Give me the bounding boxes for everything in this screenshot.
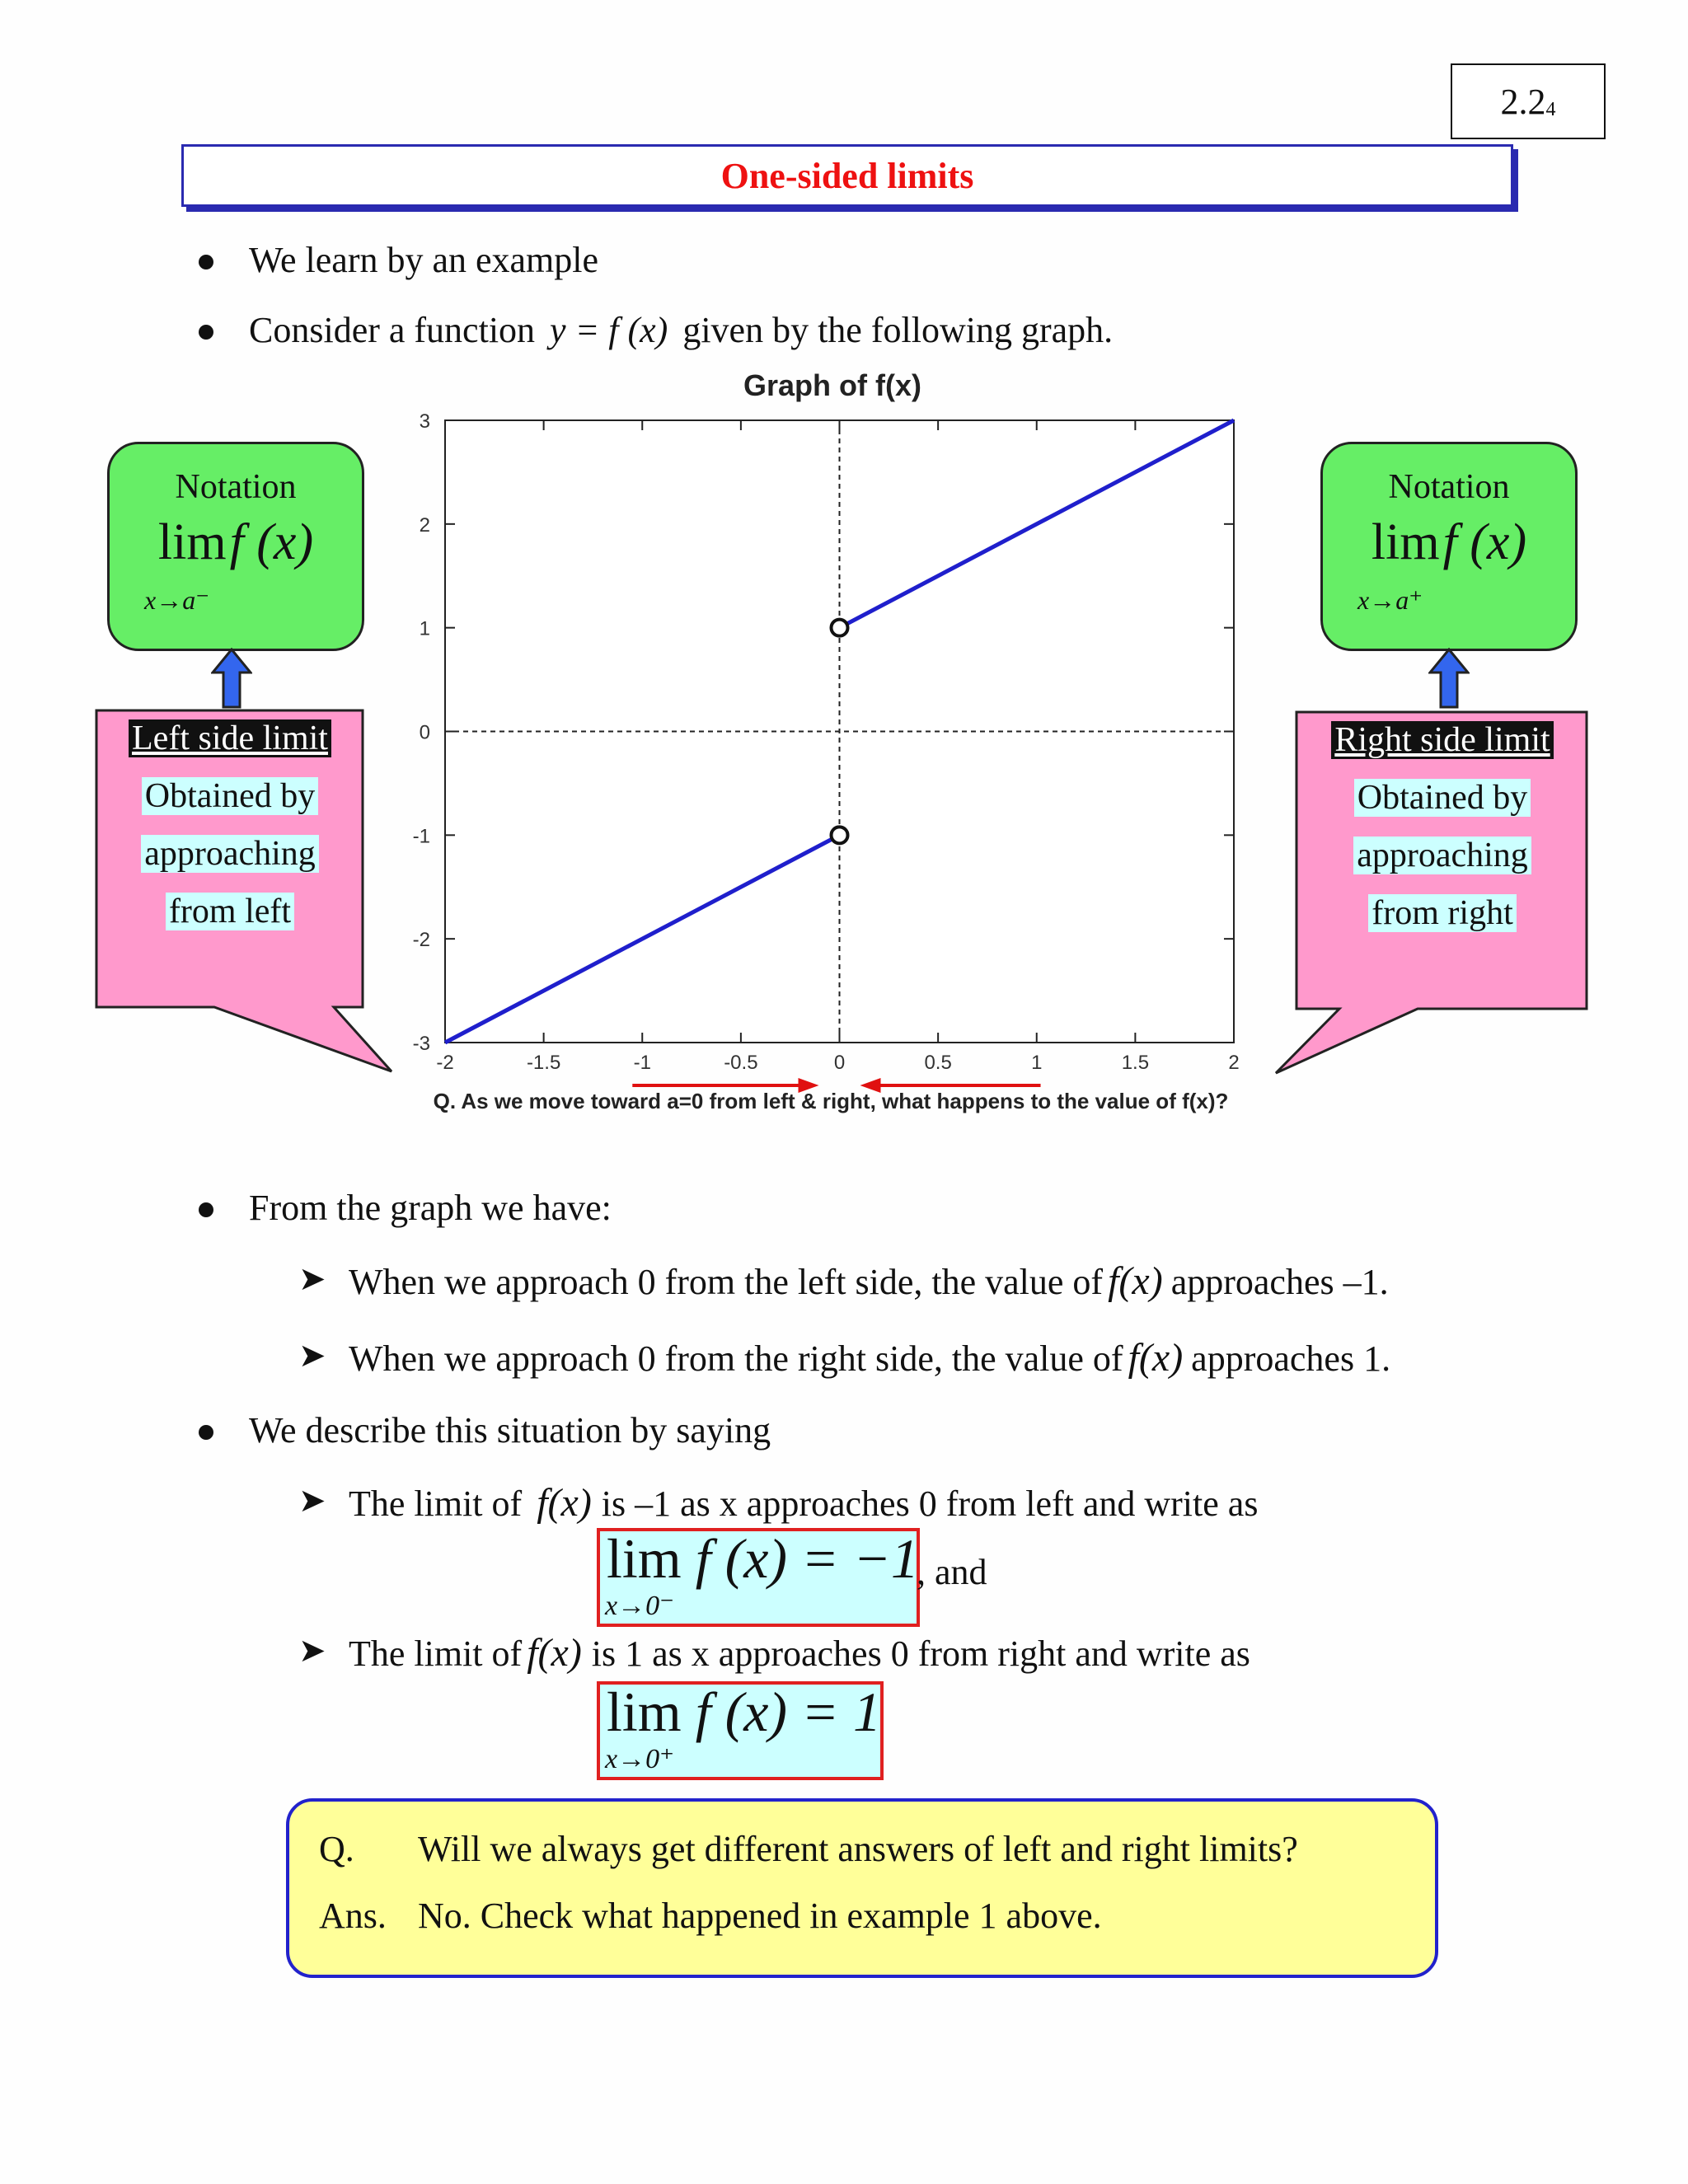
y-tick-label: 1 bbox=[419, 617, 430, 640]
right-notation-formula bbox=[1323, 513, 1575, 572]
sub-bullet-2-post: approaches 1. bbox=[1191, 1338, 1391, 1379]
bullet-icon bbox=[199, 1202, 213, 1217]
right-callout-line-1: Obtained by bbox=[1354, 779, 1531, 817]
limit-left-formula bbox=[607, 1526, 919, 1591]
x-tick-label: -0.5 bbox=[724, 1052, 758, 1074]
qa-answer-text: No. Check what happened in example 1 above. bbox=[418, 1896, 1102, 1936]
limit-right-sub: x→0⁺ bbox=[605, 1744, 675, 1774]
qa-question-label: Q. bbox=[319, 1829, 354, 1869]
chart-caption: Q. As we move toward a=0 from left & right, what happens to the value of f(x)? bbox=[433, 1089, 1229, 1113]
arrow-bullet-icon: ➤ bbox=[298, 1337, 326, 1374]
page-number-sub: 4 bbox=[1545, 98, 1556, 120]
page-title: One-sided limits bbox=[181, 144, 1513, 207]
open-point bbox=[832, 827, 848, 843]
limit-left-expr: f (x) = −1 bbox=[695, 1527, 919, 1590]
sub-bullet-4-post: is 1 as x approaches 0 from right and write as bbox=[591, 1633, 1250, 1674]
x-tick-label: 1.5 bbox=[1121, 1052, 1150, 1074]
limit-right-box bbox=[597, 1681, 884, 1780]
sub-bullet-2-pre: When we approach 0 from the right side, the value of bbox=[349, 1338, 1123, 1379]
right-up-arrow-icon bbox=[1428, 648, 1470, 709]
left-callout-heading: Left side limit bbox=[129, 719, 331, 757]
arrow-bullet-icon: ➤ bbox=[298, 1632, 326, 1669]
right-callout bbox=[1298, 720, 1587, 933]
and-text: , and bbox=[917, 1552, 987, 1592]
bullet-icon bbox=[199, 255, 213, 269]
bullet-icon bbox=[199, 1425, 213, 1440]
bullet-2-formula: y = f (x) bbox=[550, 310, 668, 350]
qa-box bbox=[286, 1798, 1438, 1978]
right-callout-line-2: approaching bbox=[1353, 837, 1531, 874]
left-callout-line-3: from left bbox=[166, 893, 294, 930]
graph-of-fx bbox=[363, 363, 1311, 1121]
y-tick-label: -3 bbox=[412, 1033, 430, 1055]
right-notation-box bbox=[1320, 442, 1578, 651]
left-notation-box bbox=[107, 442, 364, 651]
y-tick-label: 0 bbox=[419, 721, 430, 744]
sub-bullet-4-pre: The limit of bbox=[349, 1633, 523, 1674]
y-tick-label: -2 bbox=[412, 929, 430, 952]
x-tick-label: 0 bbox=[833, 1052, 846, 1074]
left-callout bbox=[97, 719, 363, 931]
right-notation-lim: lim bbox=[1371, 514, 1440, 570]
bullet-1 bbox=[249, 239, 598, 281]
sub-bullet-2 bbox=[349, 1335, 1390, 1380]
qa-answer-label: Ans. bbox=[319, 1896, 387, 1936]
left-notation-title: Notation bbox=[175, 468, 297, 506]
bullet-2 bbox=[249, 309, 1113, 351]
arrow-bullet-icon: ➤ bbox=[298, 1482, 326, 1519]
sub-bullet-1-post: approaches –1. bbox=[1170, 1262, 1389, 1302]
right-notation-sub: x→a⁺ bbox=[1357, 585, 1423, 615]
sub-bullet-1 bbox=[349, 1258, 1389, 1304]
limit-left-lim: lim bbox=[607, 1527, 682, 1590]
limit-left-box bbox=[597, 1528, 920, 1627]
limit-right-expr: f (x) = 1 bbox=[695, 1680, 881, 1743]
right-notation-fx: f (x) bbox=[1442, 514, 1527, 570]
left-up-arrow-icon bbox=[211, 648, 252, 709]
x-tick-label: 2 bbox=[1228, 1052, 1240, 1074]
arrow-bullet-icon: ➤ bbox=[298, 1260, 326, 1297]
bullet-3-text: From the graph we have: bbox=[249, 1188, 612, 1228]
x-tick-label: 0.5 bbox=[924, 1052, 952, 1074]
sub-bullet-2-fx: f(x) bbox=[1128, 1336, 1184, 1380]
qa-question-text: Will we always get different answers of left and right limits? bbox=[418, 1829, 1298, 1869]
left-callout-line-2: approaching bbox=[141, 835, 319, 873]
left-callout-line-1: Obtained by bbox=[142, 777, 318, 815]
sub-bullet-3-fx: f(x) bbox=[537, 1481, 592, 1525]
left-notation-fx: f (x) bbox=[229, 514, 314, 570]
y-tick-label: 2 bbox=[419, 513, 430, 537]
y-tick-label: 3 bbox=[419, 410, 430, 433]
limit-right-lim: lim bbox=[607, 1680, 682, 1743]
page-number bbox=[1451, 63, 1606, 139]
bullet-2-prefix: Consider a function bbox=[249, 310, 536, 350]
left-notation-lim: lim bbox=[157, 514, 227, 570]
y-tick-label: -1 bbox=[412, 825, 430, 848]
sub-bullet-3 bbox=[349, 1480, 1258, 1526]
bullet-1-text: We learn by an example bbox=[249, 240, 599, 280]
open-point bbox=[832, 620, 848, 636]
left-notation-sub: x→a⁻ bbox=[144, 585, 210, 615]
bullet-4 bbox=[249, 1409, 771, 1451]
sub-bullet-3-post: is –1 as x approaches 0 from left and write as bbox=[601, 1483, 1259, 1524]
right-notation-title: Notation bbox=[1388, 468, 1510, 506]
x-tick-label: -1 bbox=[633, 1052, 651, 1074]
limit-left-sub: x→0⁻ bbox=[605, 1591, 675, 1621]
sub-bullet-4 bbox=[349, 1630, 1250, 1675]
bullet-3 bbox=[249, 1187, 612, 1229]
bullet-icon bbox=[199, 325, 213, 340]
right-callout-line-3: from right bbox=[1368, 894, 1516, 932]
x-tick-label: -2 bbox=[436, 1052, 454, 1074]
x-tick-label: -1.5 bbox=[526, 1052, 561, 1074]
sub-bullet-1-pre: When we approach 0 from the left side, the value of bbox=[349, 1262, 1104, 1302]
left-notation-formula bbox=[110, 513, 362, 572]
right-callout-heading: Right side limit bbox=[1331, 721, 1553, 759]
limit-right-formula bbox=[607, 1680, 881, 1745]
bullet-4-text: We describe this situation by saying bbox=[249, 1410, 771, 1451]
sub-bullet-4-fx: f(x) bbox=[527, 1631, 582, 1675]
sub-bullet-1-fx: f(x) bbox=[1108, 1259, 1163, 1303]
chart-title: Graph of f(x) bbox=[743, 368, 921, 402]
bullet-2-suffix: given by the following graph. bbox=[682, 310, 1114, 350]
sub-bullet-3-pre: The limit of bbox=[349, 1483, 523, 1524]
x-tick-label: 1 bbox=[1031, 1052, 1043, 1074]
page-number-main: 2.2 bbox=[1500, 81, 1546, 122]
